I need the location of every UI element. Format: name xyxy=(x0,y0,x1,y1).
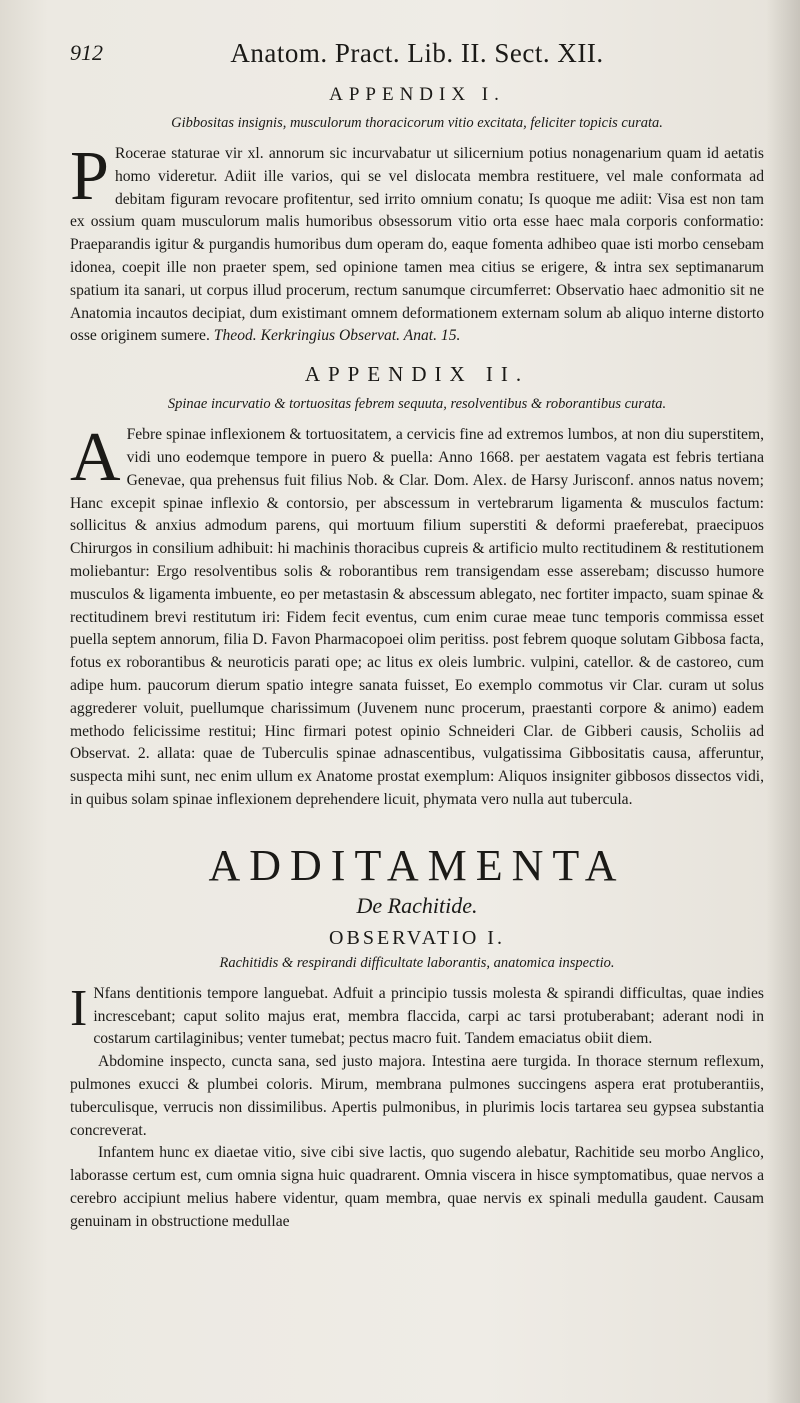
additamenta-subtitle: De Rachitide. xyxy=(356,892,478,918)
appendix-2-heading: APPENDIX II. xyxy=(304,362,530,387)
appendix-1-subtitle: Gibbositas insignis, musculorum thoracicorum vitio excitata, feliciter topicis curata. xyxy=(171,115,663,131)
additamenta-title: ADDITAMENTA xyxy=(208,840,626,890)
observatio-para-2: Abdomine inspecto, cuncta sana, sed justo majora. Intestina aere turgida. In thorace sternum reflexum, pulmones exucci & plumbei coloris. Mirum, membrana pulmones succingens aspera erat protuberantiis, tuberculisque, verrucis non dissimilibus. Apertis pulmonibus, in plurimis locis tartarea seu gypsea substantia concreverat. xyxy=(70,1053,764,1139)
appendix-1-signature: Theod. Kerkringius Observat. Anat. 15. xyxy=(213,327,461,345)
appendix-1 xyxy=(70,84,764,348)
appendix-2-subtitle: Spinae incurvatio & tortuositas febrem sequuta, resolventibus & roborantibus curata. xyxy=(167,396,667,413)
appendix-1-body xyxy=(70,138,764,348)
appendix-2 xyxy=(70,362,764,812)
observatio-para-1 xyxy=(70,979,764,1051)
drop-cap: A xyxy=(70,419,121,497)
observatio-subtitle: Rachitidis & respirandi difficultate laborantis, anatomica inspectio. xyxy=(219,954,615,971)
running-header xyxy=(70,40,764,76)
drop-cap: P xyxy=(70,138,109,215)
observatio-heading: OBSERVATIO I. xyxy=(329,926,505,949)
additamenta-section xyxy=(70,840,764,1234)
page-number: 912 xyxy=(70,40,103,65)
observatio-para-1-text: Nfans dentitionis tempore languebat. Adfuit a principio tussis molesta & spirandi difficultas, quae indies increscebant; caput solito majus erat, membra flaccida, carpi ac tarsi protuberabant; aderant nodi in costarum cartilaginibus; venter tumebat; pectus macro fuit. Tandem emaciatus obiit diem. xyxy=(93,984,764,1048)
appendix-1-text: Rocerae staturae vir xl. annorum sic incurvabatur ut silicernium potius nonagenarium quam id aetatis homo videretur. Adiit ille varios, qui se vel dislocata membra restituere, vel male conformata ad debitam figuram revocare profitentur, sed irrito omnium conatu; Is quoque me adiit: Visa est non tam ex ossium quam musculorum malis humoribus obsessorum vitio orta esse haec mala corporis conformatio: Praeparandis igitur & purgandis humoribus dum operam do, eaque fomenta adhibeo quae isti morbo censebam idonea, coepit ille non praeter spem, sed opinione tamen mea citius se erigere, & intra sex septimanarum spatium ita sanari, ut corpus illud procerum, rectum sanumque circumferret: Observatio haec admonitio sit ne Anatomia incautos decipiat, dum existimant omnem deformationem externam solum ab aliquo interne distorto osse originem sumere. xyxy=(70,145,764,345)
page-edge-shadow xyxy=(766,0,800,1403)
appendix-2-text: Febre spinae inflexionem & tortuositatem, a cervicis fine ad extremos lumbos, at non diu superstitem, vidi uno eodemque tempore in puero & puella: Anno 1668. per aestatem vagata est febris tertiana Genevae, qua prehensus fuit filius Nob. & Clar. Dom. Alex. de Harsy Jurisconf. annos natus novem; Hanc excepit spinae inflexio & contorsio, per abscessum in vertebrarum ligamenta & musculos factum: sollicitus & anxius admodum parens, qui mortuum filium superstiti & deformi praeferebat, praecipuos Chirurgos in consilium adhibuit: hi machinis thoracibus cupreis & artificio multo rectitudinem & restitutionem moliebantur: Ergo resolventibus solis & roborantibus rem transigendam esse asserebam; discusso humore musculos & ligamenta imbuente, eo per metastasin & abscessum ablegato, nec fortiter impacto, suam spinae & rectitudinem brevi restitutum iri: Fidem fecit eventus, cum enim curae meae tunc temporis commissa esset puella septem annorum, filia D. Favon Pharmacopoei olim peritiss. post febrem quoque solutam Gibbosa facta, fotus ex roborantibus & neuroticis parati ope; ac litus ex oleis lumbric. vulpini, catellor. & de castoreo, cum adipe hum. paucorum dierum spatio integre sanata fuisset, Eo exemplo commotus vir Clar. curam ut solus aggrederer voluit, puellumque charissimum (Juvenem nunc procerum, praestanti corpore & animo) eadem methodo felicissime restitui; Hinc firmari potest opinio Schneideri Clar. de Gibberi causis, Scholiis ad Observat. 2. allata: quae de Tuberculis spinae adnascentibus, vulgatissima Gibbositatis causa, afferuntur, suspecta mihi sunt, nec enim ullum ex Anatome prostat exemplum: Aliquos insigniter gibbosos dissectos vidi, in quibus solam spinae inflexionem deprehendere licuit, phymata vero nulla aut tubercula. xyxy=(70,426,764,808)
appendix-2-body xyxy=(70,419,764,812)
observatio-para-3: Infantem hunc ex diaetae vitio, sive cibi sive lactis, quo sugendo alebatur, Rachitide seu morbo Anglico, laborasse certum est, cum omnia signa huic quadrarent. Omnia viscera in hisce symptomatibus, quae nervos a cerebro accipiunt melius habere videntur, quam membra, quae nervis ex spinali medulla gaudent. Causam genuinam in obstructione medullae xyxy=(70,1144,764,1230)
running-title: Anatom. Pract. Lib. II. Sect. XII. xyxy=(230,38,604,68)
appendix-1-heading: APPENDIX I. xyxy=(329,84,505,105)
drop-cap: I xyxy=(70,979,88,1037)
